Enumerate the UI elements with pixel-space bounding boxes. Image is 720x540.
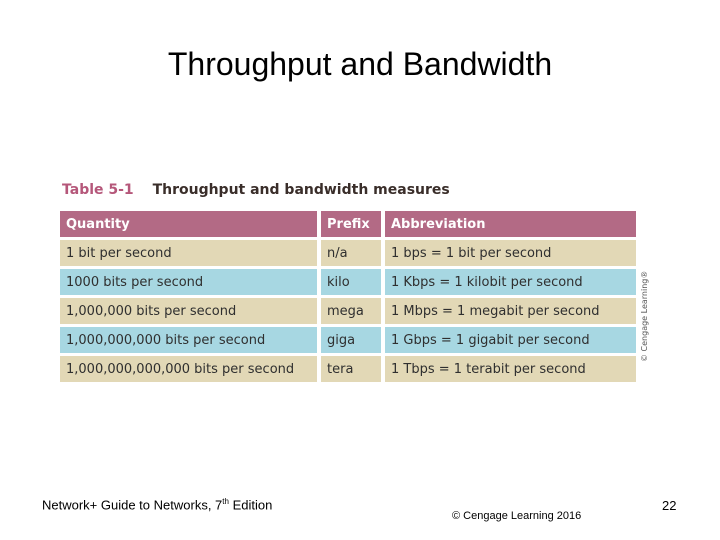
cell-abbreviation: 1 Kbps = 1 kilobit per second xyxy=(381,269,636,295)
table-header-row xyxy=(60,211,636,237)
cell-quantity: 1000 bits per second xyxy=(60,269,317,295)
cell-quantity: 1 bit per second xyxy=(60,240,317,266)
cell-abbreviation: 1 bps = 1 bit per second xyxy=(381,240,636,266)
cell-abbreviation: 1 Gbps = 1 gigabit per second xyxy=(381,327,636,353)
cell-quantity: 1,000,000,000,000 bits per second xyxy=(60,356,317,382)
header-quantity: Quantity xyxy=(60,211,317,237)
side-credit xyxy=(640,270,660,370)
book-title-suffix: Edition xyxy=(228,497,273,513)
cell-quantity: 1,000,000,000 bits per second xyxy=(60,327,317,353)
book-title-sup: th xyxy=(222,497,229,506)
table-row xyxy=(60,327,636,353)
page-number: 22 xyxy=(662,498,677,513)
cell-prefix: tera xyxy=(317,356,381,382)
slide-title: Throughput and Bandwidth xyxy=(167,46,553,82)
cell-prefix: giga xyxy=(317,327,381,353)
cell-abbreviation: 1 Tbps = 1 terabit per second xyxy=(381,356,636,382)
cell-prefix: mega xyxy=(317,298,381,324)
table-row xyxy=(60,240,636,266)
table-number: Table 5-1 xyxy=(62,182,134,198)
table-caption xyxy=(62,182,450,198)
throughput-table xyxy=(60,208,636,385)
cell-prefix: kilo xyxy=(317,269,381,295)
side-credit-text: © Cengage Learning® xyxy=(640,270,649,362)
footer-copyright: © Cengage Learning 2016 xyxy=(452,510,582,522)
table-title: Throughput and bandwidth measures xyxy=(152,182,450,198)
table-row xyxy=(60,269,636,295)
header-prefix: Prefix xyxy=(317,211,381,237)
book-title-prefix: Network+ Guide to Networks, 7 xyxy=(42,497,223,513)
cell-abbreviation: 1 Mbps = 1 megabit per second xyxy=(381,298,636,324)
footer-book-title xyxy=(42,497,272,512)
header-abbreviation: Abbreviation xyxy=(381,211,636,237)
table-row xyxy=(60,356,636,382)
cell-prefix: n/a xyxy=(317,240,381,266)
cell-quantity: 1,000,000 bits per second xyxy=(60,298,317,324)
table-row xyxy=(60,298,636,324)
